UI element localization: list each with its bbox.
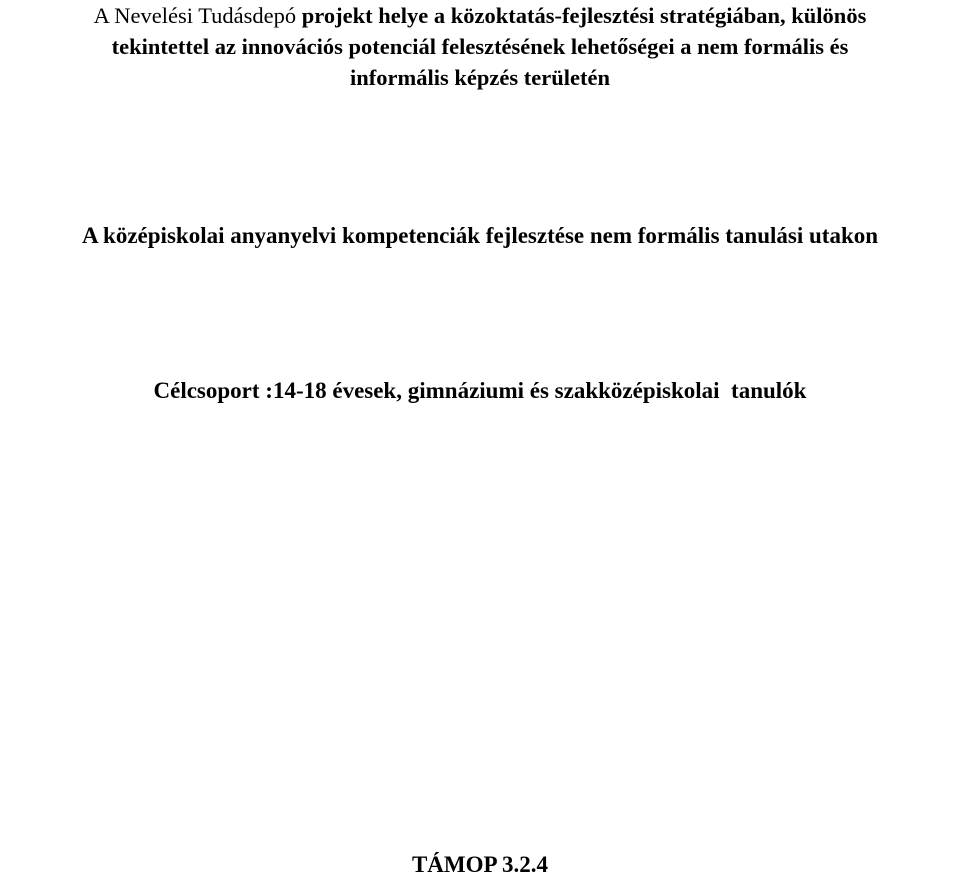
title-lead: A Nevelési Tudásdepó: [93, 3, 297, 28]
title-line-2: tekintettel az innovációs potenciál felesztésének lehetőségei a nem formális és: [111, 34, 849, 59]
title-line-1: [0, 0, 960, 31]
title-line-1-rest: projekt helye a közoktatás-fejlesztési stratégiában, különös: [296, 3, 867, 28]
title-line-3: informális képzés területén: [350, 65, 610, 90]
document-subtitle: A középiskolai anyanyelvi kompetenciák fejlesztése nem formális tanulási utakon: [81, 223, 879, 248]
program-code: TÁMOP 3.2.4: [411, 852, 549, 877]
document-title: [0, 0, 960, 93]
target-group: Célcsoport :14-18 évesek, gimnáziumi és szakközépiskolai tanulók: [153, 378, 807, 403]
